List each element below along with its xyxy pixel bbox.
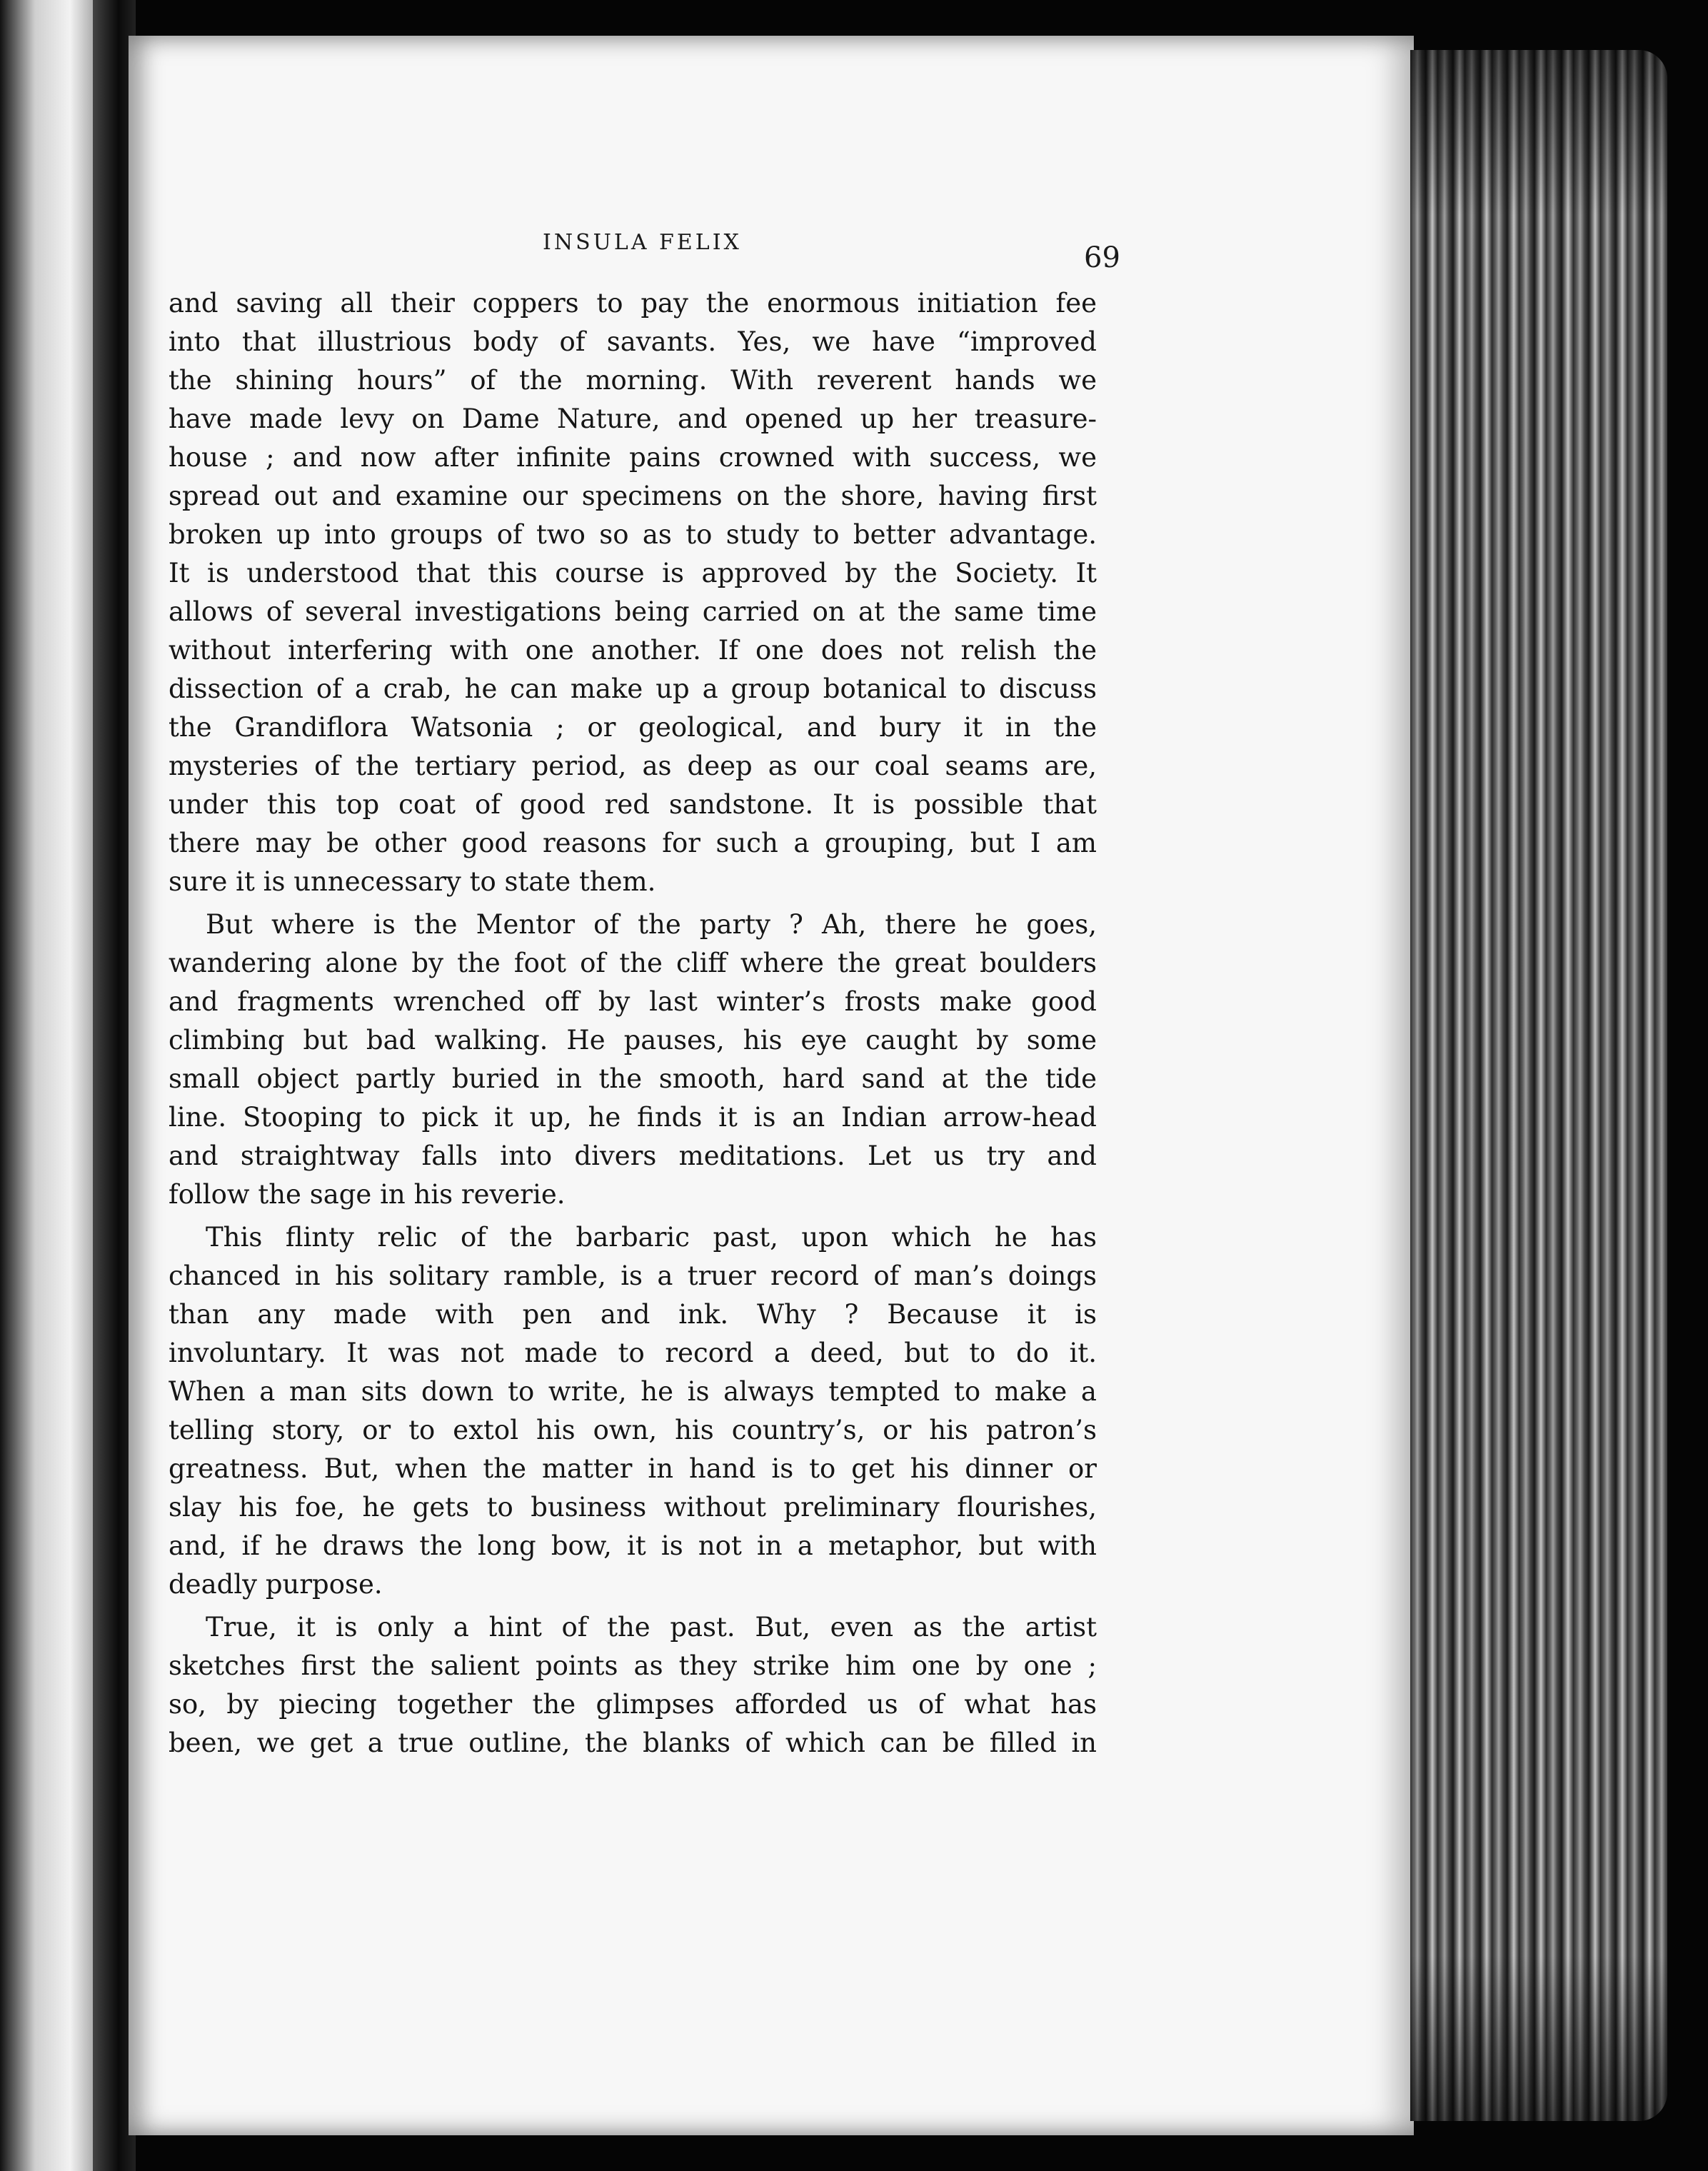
text-line: But where is the Mentor of the party ? Ah, there he goes, (206, 909, 1097, 940)
text-line: slay his foe, he gets to business without preliminary flourishes, (169, 1492, 1097, 1523)
text-line: sketches first the salient points as they strike him one by one ; (169, 1650, 1097, 1681)
paragraph (169, 906, 1097, 1214)
text-line: small object partly buried in the smooth, hard sand at the tide (169, 1063, 1097, 1094)
text-line: the Grandiflora Watsonia ; or geological, and bury it in the (169, 712, 1097, 743)
text-line: greatness. But, when the matter in hand is to get his dinner or (169, 1453, 1097, 1484)
text-line: without interfering with one another. If one does not relish the (169, 635, 1097, 666)
text-line: chanced in his solitary ramble, is a truer record of man’s doings (169, 1260, 1097, 1291)
page-fore-edge-shade (1410, 50, 1667, 2121)
left-page-edge (0, 0, 100, 2171)
text-line: and straightway falls into divers meditations. Let us try and (169, 1140, 1097, 1171)
text-line: mysteries of the tertiary period, as deep as our coal seams are, (169, 751, 1097, 781)
text-line: telling story, or to extol his own, his country’s, or his patron’s (169, 1415, 1097, 1445)
text-line: dissection of a crab, he can make up a group botanical to discuss (169, 673, 1097, 704)
text-line: line. Stooping to pick it up, he finds it is an Indian arrow-head (169, 1102, 1097, 1133)
text-line: have made levy on Dame Nature, and opened up her treasure- (169, 403, 1097, 434)
text-line: When a man sits down to write, he is always tempted to make a (169, 1376, 1097, 1407)
text-line: the shining hours” of the morning. With reverent hands we (169, 365, 1097, 396)
text-line: and, if he draws the long bow, it is not in a metaphor, but with (169, 1530, 1097, 1561)
text-line: It is understood that this course is approved by the Society. It (169, 558, 1097, 588)
text-line: involuntary. It was not made to record a deed, but to do it. (169, 1338, 1097, 1368)
text-line: climbing but bad walking. He pauses, his eye caught by some (169, 1025, 1097, 1056)
text-line: and fragments wrenched off by last winter’s frosts make good (169, 986, 1097, 1017)
text-line: follow the sage in his reverie. (169, 1179, 566, 1210)
text-line: This flinty relic of the barbaric past, upon which he has (206, 1222, 1097, 1253)
text-line: been, we get a true outline, the blanks of which can be filled in (169, 1728, 1097, 1758)
text-line: wandering alone by the foot of the cliff where the great boulders (169, 948, 1097, 978)
text-line: than any made with pen and ink. Why ? Because it is (169, 1299, 1097, 1330)
text-line: house ; and now after infinite pains crowned with success, we (169, 442, 1097, 473)
paragraph (169, 1608, 1097, 1763)
text-line: allows of several investigations being carried on at the same time (169, 596, 1097, 627)
text-line: True, it is only a hint of the past. But, even as the artist (206, 1612, 1097, 1643)
text-line: there may be other good reasons for such a grouping, but I am (169, 828, 1097, 858)
text-line: under this top coat of good red sandstone. It is possible that (169, 789, 1097, 820)
text-line: so, by piecing together the glimpses afforded us of what has (169, 1689, 1097, 1720)
text-line: sure it is unnecessary to state them. (169, 866, 656, 897)
text-line: broken up into groups of two so as to study to better advantage. (169, 519, 1097, 550)
text-line: spread out and examine our specimens on the shore, having first (169, 481, 1097, 511)
paragraph (169, 284, 1097, 901)
text-line: deadly purpose. (169, 1569, 383, 1600)
body-text (169, 284, 1097, 1765)
paragraph (169, 1218, 1097, 1604)
page-number: 69 (1084, 241, 1120, 274)
text-line: into that illustrious body of savants. Yes, we have “improved (169, 326, 1097, 357)
text-line: and saving all their coppers to pay the enormous initiation fee (169, 288, 1097, 319)
running-head: INSULA FELIX (543, 230, 742, 255)
